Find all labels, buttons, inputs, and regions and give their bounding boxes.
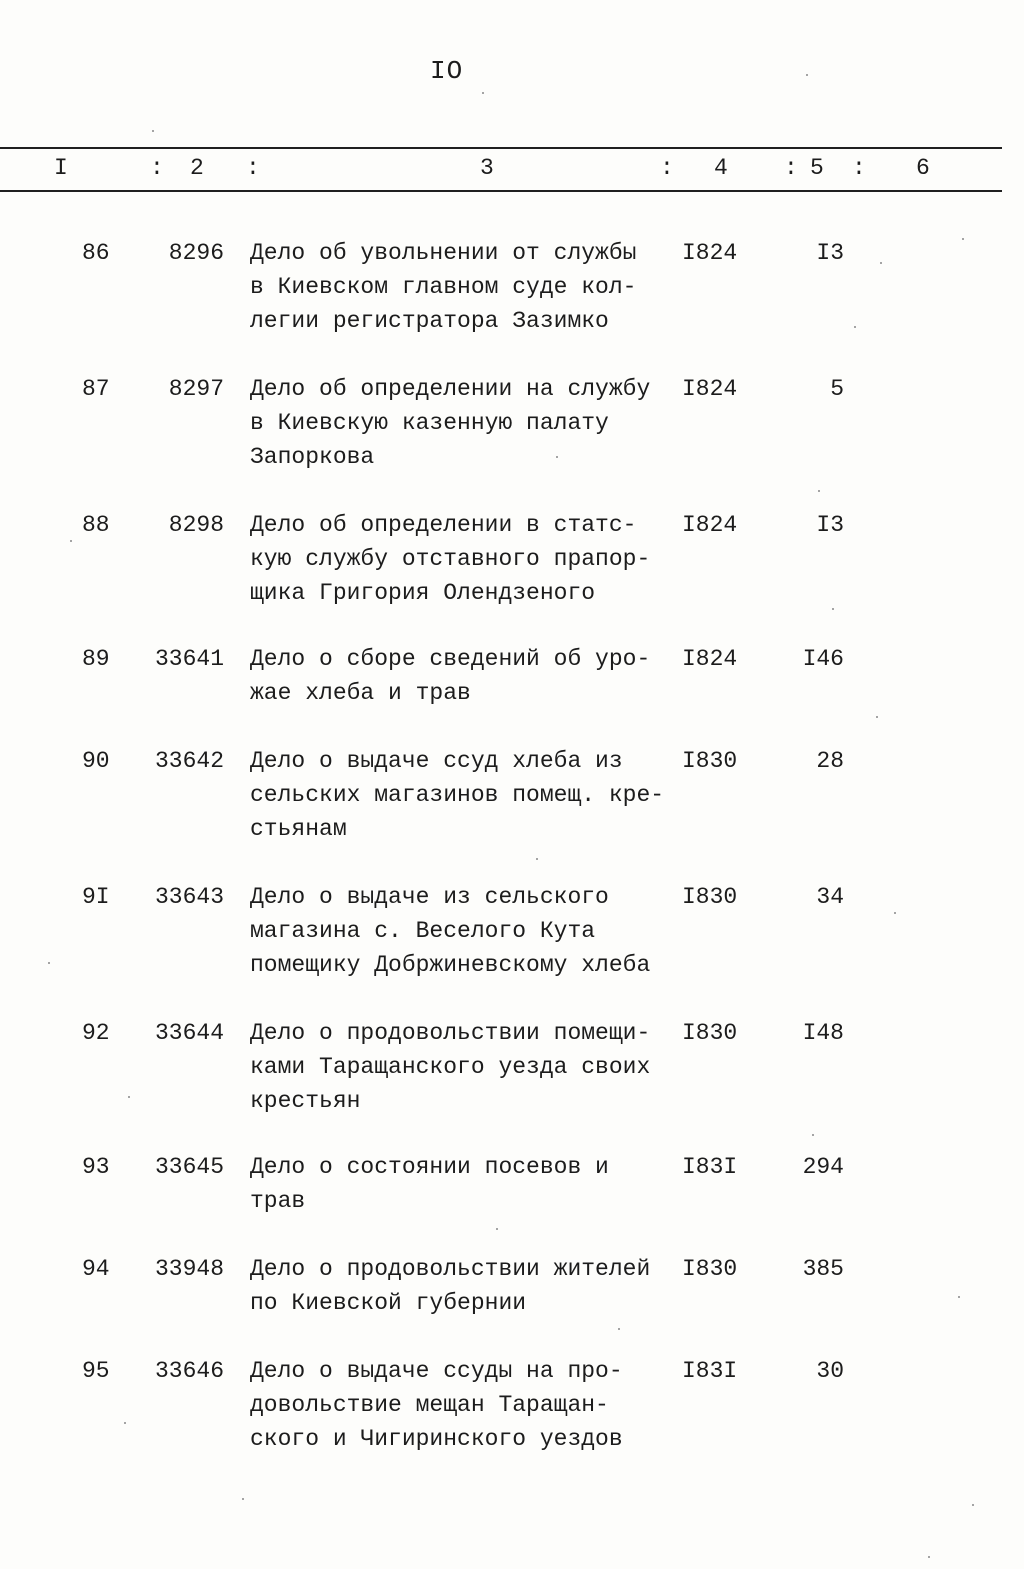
scan-speck: [806, 74, 808, 76]
row-number: 86: [82, 240, 110, 266]
row-number: 92: [82, 1020, 110, 1046]
row-file-number: 33643: [154, 884, 224, 910]
header-separator: :: [784, 155, 798, 181]
row-title-line: Запоркова: [250, 444, 375, 470]
row-file-number: 33644: [154, 1020, 224, 1046]
row-number: 90: [82, 748, 110, 774]
row-number: 95: [82, 1358, 110, 1384]
scan-speck: [958, 1296, 960, 1298]
row-title-line: щика Григория Олендзеного: [250, 580, 596, 606]
scan-speck: [928, 1556, 930, 1558]
row-title-line: Дело о продовольствии помещи-: [250, 1020, 651, 1046]
row-title: [250, 1016, 670, 1118]
row-number: 94: [82, 1256, 110, 1282]
row-title-line: Дело о продовольствии жителей: [250, 1256, 651, 1282]
row-year: I830: [682, 1020, 738, 1046]
header-col-6: 6: [916, 155, 930, 181]
row-sheets: 294: [802, 1154, 844, 1180]
row-title-line: Дело об определении на службу: [250, 376, 651, 402]
row-title-line: магазина с. Веселого Кута: [250, 918, 596, 944]
row-title-line: стьянам: [250, 816, 347, 842]
row-title-line: довольствие мещан Таращан-: [250, 1392, 609, 1418]
row-title-line: Дело о сборе сведений об уро-: [250, 646, 651, 672]
row-title-line: сельских магазинов помещ. кре-: [250, 782, 665, 808]
row-title-line: трав: [250, 1188, 306, 1214]
row-title: [250, 236, 670, 338]
row-title-line: Дело о выдаче ссуды на про-: [250, 1358, 623, 1384]
scan-speck: [482, 92, 484, 94]
scan-speck: [818, 490, 820, 492]
row-file-number: 8296: [168, 240, 224, 266]
header-separator: :: [660, 155, 674, 181]
row-title-line: ского и Чигиринского уездов: [250, 1426, 623, 1452]
scan-speck: [536, 858, 538, 860]
row-title-line: Дело об определении в статс-: [250, 512, 637, 538]
row-file-number: 33642: [154, 748, 224, 774]
row-year: I83I: [682, 1358, 738, 1384]
row-title-line: Дело о выдаче ссуд хлеба из: [250, 748, 623, 774]
row-year: I830: [682, 884, 738, 910]
header-col-1: I: [54, 155, 68, 181]
row-number: 93: [82, 1154, 110, 1180]
header-col-3: 3: [480, 155, 494, 181]
row-title: [250, 508, 670, 610]
row-title-line: Дело о состоянии посевов и: [250, 1154, 609, 1180]
row-number: 88: [82, 512, 110, 538]
row-title-line: крестьян: [250, 1088, 361, 1114]
row-title-line: Дело о выдаче из сельского: [250, 884, 609, 910]
row-title-line: помещику Добржиневскому хлеба: [250, 952, 651, 978]
header-col-2: 2: [190, 155, 204, 181]
row-file-number: 33641: [154, 646, 224, 672]
header-bottom-rule: [0, 190, 1002, 192]
row-file-number: 33645: [154, 1154, 224, 1180]
row-title-line: Дело об увольнении от службы: [250, 240, 637, 266]
row-year: I830: [682, 748, 738, 774]
row-sheets: 34: [816, 884, 844, 910]
row-sheets: I48: [802, 1020, 844, 1046]
scan-speck: [894, 912, 896, 914]
row-year: I824: [682, 240, 738, 266]
header-col-4: 4: [714, 155, 728, 181]
row-year: I824: [682, 512, 738, 538]
scan-speck: [124, 1422, 126, 1424]
scan-speck: [556, 456, 558, 458]
row-file-number: 8297: [168, 376, 224, 402]
row-file-number: 33948: [154, 1256, 224, 1282]
row-sheets: I3: [816, 512, 844, 538]
scan-speck: [496, 1228, 498, 1230]
header-top-rule: [0, 147, 1002, 149]
scan-speck: [880, 262, 882, 264]
row-title-line: по Киевской губернии: [250, 1290, 527, 1316]
scan-speck: [812, 1134, 814, 1136]
header-separator: :: [852, 155, 866, 181]
row-year: I83I: [682, 1154, 738, 1180]
header-separator: :: [150, 155, 164, 181]
row-sheets: I3: [816, 240, 844, 266]
scan-speck: [242, 1498, 244, 1500]
scan-speck: [152, 130, 154, 132]
scan-speck: [128, 1096, 130, 1098]
row-title-line: жае хлеба и трав: [250, 680, 471, 706]
page-number: IO: [430, 56, 464, 86]
scan-speck: [48, 962, 50, 964]
row-number: 9I: [82, 884, 110, 910]
row-title: [250, 744, 670, 846]
row-year: I824: [682, 376, 738, 402]
row-sheets: 5: [830, 376, 844, 402]
scan-speck: [962, 238, 964, 240]
header-col-5: 5: [810, 155, 824, 181]
scan-speck: [618, 1328, 620, 1330]
row-number: 87: [82, 376, 110, 402]
row-sheets: 28: [816, 748, 844, 774]
scan-speck: [70, 540, 72, 542]
scan-speck: [854, 326, 856, 328]
row-sheets: I46: [802, 646, 844, 672]
row-title: [250, 880, 670, 982]
row-file-number: 33646: [154, 1358, 224, 1384]
row-title-line: кую службу отставного прапор-: [250, 546, 651, 572]
scan-speck: [832, 608, 834, 610]
row-title: [250, 642, 670, 710]
row-file-number: 8298: [168, 512, 224, 538]
row-title: [250, 1354, 670, 1456]
row-number: 89: [82, 646, 110, 672]
row-title-line: в Киевском главном суде кол-: [250, 274, 637, 300]
row-year: I830: [682, 1256, 738, 1282]
scan-speck: [972, 1504, 974, 1506]
row-title-line: в Киевскую казенную палату: [250, 410, 609, 436]
row-title: [250, 1150, 670, 1218]
row-title: [250, 1252, 670, 1320]
row-sheets: 385: [802, 1256, 844, 1282]
row-sheets: 30: [816, 1358, 844, 1384]
header-separator: :: [246, 155, 260, 181]
row-title-line: легии регистратора Зазимко: [250, 308, 609, 334]
row-year: I824: [682, 646, 738, 672]
row-title: [250, 372, 670, 474]
row-title-line: ками Таращанского уезда своих: [250, 1054, 651, 1080]
scan-speck: [876, 716, 878, 718]
